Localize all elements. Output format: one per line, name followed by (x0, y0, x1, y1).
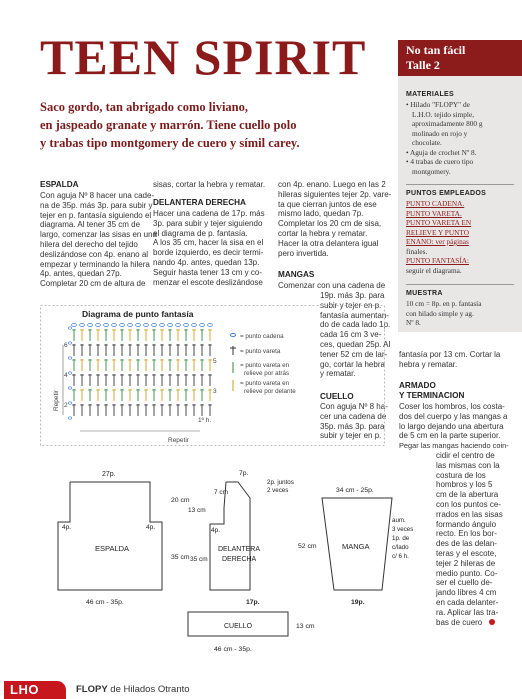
intro-line: en jaspeado granate y marrón. Tiene cuello polo (40, 118, 297, 132)
chain-stitch (80, 324, 85, 327)
text-line: Coser los hombros, los costa- (399, 402, 505, 411)
muestra-line: Nº 8. (406, 318, 421, 327)
delantera-label: DELANTERA (218, 546, 261, 553)
text-line: largo, comenzar las sisas en una (40, 230, 157, 240)
text-line: con 4p. enano. Luego en las 2 (278, 180, 386, 189)
text-line: empezar y terminando la hilera (40, 259, 150, 269)
manga-note: 3 veces (392, 526, 414, 533)
delantera-cont (278, 180, 393, 258)
turning-chain (68, 402, 72, 404)
chain-stitch (168, 324, 173, 327)
diagram-legend (230, 333, 236, 391)
cuello-h: 13 cm (296, 623, 315, 630)
materiales-heading: MATERIALES (406, 91, 454, 98)
text-line: do de cada lado 1p. (320, 320, 391, 330)
chain-stitch (176, 324, 181, 327)
text-line: pero invertida. (278, 248, 329, 258)
text-line: en cada delanter- (436, 597, 499, 607)
brand-logo: LHO (4, 681, 66, 699)
row-label: 1º h. (198, 417, 212, 424)
text-line: 35p. más 3p. para (320, 421, 385, 431)
text-line: mismo lado, quedan 7p. (278, 209, 364, 219)
pattern-schematics (40, 462, 440, 680)
text-line: ra. Aplicar las tra- (436, 607, 499, 617)
chain-stitch (136, 324, 141, 327)
intro-line: y trabas tipo montgomery de cuero y símil carey. (40, 136, 300, 150)
text-line: ces, quedan 25p. Al (320, 339, 391, 349)
text-line: cada 16 cm 3 ve- (320, 330, 382, 340)
repetir-side-label: Repetir (53, 390, 60, 411)
text-line: diagrama. Al tener 35 cm de (40, 220, 141, 230)
text-line: ta que cierran juntos de ese (278, 199, 377, 209)
armado-text (399, 402, 521, 451)
delantera-outline (210, 482, 250, 590)
puntos-list (406, 199, 518, 275)
text-line: subir y tejer en p. (320, 300, 382, 310)
delantera-note-2: 2 veces (267, 487, 289, 494)
turning-chain (68, 357, 72, 359)
punto-line: seguir el diagrama. (406, 265, 462, 275)
text-line: Comenzar con una cadena de (278, 281, 386, 290)
punto-line: PUNTO CADENA. (406, 199, 465, 208)
materiales-line: aproximadamente 800 g (412, 119, 483, 128)
punto-line: RELIEVE Y PUNTO (406, 227, 469, 237)
repetir-bottom-label: Repetir (168, 437, 189, 444)
legend-relieve-delante-2: relieve por delante (244, 388, 296, 395)
manga-top: 34 cm - 25p. (336, 487, 374, 494)
text-line: Seguir hasta tener 13 cm y co- (153, 267, 262, 277)
text-line: rrados en las sisas (436, 509, 503, 519)
text-line: Hacer una cadena de 17p. más (153, 209, 265, 218)
row-label: 5 (213, 358, 217, 365)
materiales-line: L.H.O. tejido simple, (412, 109, 475, 119)
row-label: 6 (64, 342, 68, 349)
legend-relieve-delante: = punto vareta en (240, 380, 290, 387)
espalda-text (40, 191, 155, 289)
text-line: sisas, cortar la hebra y rematar. (153, 180, 266, 189)
cuello-bottom: 46 cm - 35p. (214, 646, 252, 653)
muestra-line: con hilado simple y ag. (406, 308, 474, 318)
punto-line: PUNTO FANTASÍA: (406, 256, 469, 265)
text-line: y rematar. (320, 369, 356, 379)
materiales-line: • Hilado "FLOPY" de (406, 100, 470, 109)
punto-line: PUNTO VARETA EN (406, 218, 472, 227)
delantera-bottom: 17p. (246, 599, 260, 606)
legend-relieve-atras-2: relieve por atrás (244, 370, 290, 377)
text-line: A los 35 cm, hacer la sisa en el (153, 238, 264, 248)
cuello-label: CUELLO (224, 623, 253, 630)
text-line: 19p. más 3p. para (320, 291, 385, 300)
size-label: Talle 2 (406, 58, 440, 72)
armado-intro (399, 350, 519, 370)
text-line: go, cortar la hebra (320, 359, 385, 369)
difficulty-label: No tan fácil (406, 43, 466, 57)
muestra-line: 10 cm = 8p. en p. fantasía (406, 299, 482, 308)
page-title: TEEN SPIRIT (40, 29, 367, 85)
materiales-list (406, 100, 518, 176)
legend-relieve-atras: = punto vareta en (240, 362, 290, 369)
materiales-line: molinado en rojo y (412, 128, 468, 138)
text-line: recto. En los bor- (436, 529, 497, 539)
espalda-h1: 20 cm (171, 497, 190, 504)
text-line: con los puntos ce- (436, 499, 501, 509)
diagram-frame (41, 306, 385, 446)
turning-chain (68, 417, 72, 419)
text-line: menzar el escote deslizándose (153, 277, 263, 287)
delantera-heading: DELANTERA DERECHA (153, 198, 246, 207)
divider (406, 284, 514, 285)
text-line: medio punto. Co- (436, 568, 498, 578)
espalda-heading: ESPALDA (40, 180, 79, 189)
armado-heading: ARMADO (399, 381, 436, 390)
chain-stitch (128, 324, 133, 327)
chain-stitch (120, 324, 125, 327)
stitch-diagram (40, 305, 385, 450)
text-line: ser el cuello de- (436, 578, 493, 588)
punto-line: PUNTO VARETA. (406, 208, 462, 218)
text-line: subir y tejer en p. (320, 431, 382, 441)
manga-note: c/lado (392, 544, 409, 551)
espalda-sisa-left: 4p. (62, 524, 72, 531)
text-line: borde izquierdo, es decir termi- (153, 248, 264, 258)
text-line: 4p. antes, quedan 27p. (40, 269, 122, 279)
chain-stitch (152, 324, 157, 327)
end-bullet (489, 619, 495, 625)
text-line: hebra y rematar. (399, 359, 458, 369)
puntos-heading: PUNTOS EMPLEADOS (406, 190, 487, 197)
footer-credit (76, 684, 190, 695)
text-line: cortar la hebra y rematar. (278, 228, 368, 238)
materiales-line: • Aguja de crochet Nº 8. (406, 147, 477, 157)
footer-brand: FLOPY (76, 684, 108, 695)
muestra-text (406, 299, 518, 328)
delantera-top: 7p. (239, 470, 249, 477)
text-line: cm de la abertura (436, 490, 499, 500)
text-line: cidir el centro de (436, 451, 495, 460)
chain-symbol-icon (231, 333, 236, 336)
armado-heading-2: Y TERMINACION (399, 391, 465, 400)
turning-chain (68, 342, 72, 344)
chain-stitch (200, 324, 205, 327)
delantera-text (153, 209, 273, 287)
manga-bottom: 19p. (351, 599, 365, 606)
espalda-bottom: 46 cm - 35p. (86, 599, 124, 606)
text-line: hombros y los 5 (436, 480, 493, 490)
punto-line: finales. (406, 246, 428, 256)
text-line: fantasía por 13 cm. Cortar la (399, 350, 501, 359)
text-line: hileras siguientes tejer 2p. vare- (278, 189, 392, 199)
row-label: 3 (213, 388, 217, 395)
text-line: teras y el escote, (436, 548, 497, 558)
text-line: Pegar las mangas haciendo coin- (399, 441, 509, 451)
chain-stitch (144, 324, 149, 327)
text-line: nando 4p. antes, quedan 13p. (153, 257, 260, 267)
text-line: tejer en p. fantasía siguiendo el (40, 210, 152, 220)
intro-text (40, 98, 350, 152)
espalda-label: ESPALDA (95, 544, 130, 553)
text-line: deslizándose con 4p. enano al (40, 249, 149, 259)
text-line: tejer 2 hileras de (436, 558, 496, 568)
footer-source: de Hilados Otranto (107, 684, 190, 695)
text-line: na de 35p. más 3p. para subir y (40, 200, 153, 210)
text-line: lo largo dejando una abertura (399, 421, 504, 431)
sidebar-box (398, 40, 522, 332)
sidebar-header (398, 40, 522, 76)
text-line: las mismas con la (436, 460, 500, 470)
row-label: 4 (64, 372, 68, 379)
manga-note: 1p. de (392, 535, 410, 542)
delantera-h-low: 35 cm (190, 556, 208, 563)
espalda-outline (58, 482, 162, 590)
materiales-line: chocolate. (412, 138, 442, 147)
chain-stitch (96, 324, 101, 327)
text-line: fantasía aumentan- (320, 310, 389, 320)
text-line: formando ángulo (436, 519, 497, 529)
turning-chain (68, 387, 72, 389)
text-line: des de las delan- (436, 539, 497, 549)
delantera-sisa: 4p. (211, 527, 221, 534)
manga-side: 52 cm (298, 543, 317, 550)
manga-note: aum. (392, 517, 406, 524)
turning-chain (68, 372, 72, 374)
text-line: dos del cuerpo y las mangas a (399, 411, 508, 421)
turning-chain (68, 327, 72, 329)
punto-line: ENANO: ver páginas (406, 237, 469, 246)
diagram-title: Diagrama de punto fantasía (82, 309, 194, 319)
armado-text-narrow (436, 451, 520, 627)
chain-stitch (192, 324, 197, 327)
chain-stitch (160, 324, 165, 327)
text-line: tener 52 cm de lar- (320, 349, 388, 359)
text-line: Completar los 20 cm de sisa, (278, 219, 382, 229)
materiales-line: • 4 trabas de cuero tipo (406, 157, 474, 166)
text-line: cer una cadena de (320, 411, 387, 421)
chain-stitch (184, 324, 189, 327)
text-line: jando libres 4 cm (436, 588, 497, 598)
delantera-h-top: 7 cm (214, 489, 229, 496)
text-line: Con aguja Nº 8 hacer una cade- (40, 191, 155, 200)
cuello-heading: CUELLO (320, 392, 354, 401)
chain-stitch (72, 324, 77, 327)
manga-note: c/ 6 h. (392, 553, 409, 560)
text-line: costura de los (436, 470, 486, 480)
text-line: Completar 20 cm de altura de (40, 279, 146, 289)
legend-cadena: = punto cadena (240, 333, 284, 340)
text-line: 3p. para subir y tejer siguiendo (153, 218, 263, 228)
manga-label: MANGA (342, 542, 370, 551)
mangas-heading: MANGAS (278, 270, 315, 279)
text-line: Con aguja Nº 8 ha- (320, 402, 388, 411)
chain-stitch (88, 324, 93, 327)
delantera-note: 2p. juntos (267, 479, 294, 486)
materiales-line: montgomery. (412, 166, 451, 176)
text-line: de 5 cm en la parte superior. (399, 431, 501, 441)
text-line: Hacer la otra delantera igual (278, 238, 379, 248)
row-label: 2 (64, 402, 68, 409)
chain-stitch (208, 324, 213, 327)
muestra-heading: MUESTRA (406, 290, 443, 297)
stitch-grid (68, 324, 212, 420)
chain-stitch (112, 324, 117, 327)
text-line: bas de cuero (436, 617, 483, 627)
espalda-h2: 35 cm (171, 554, 190, 561)
espalda-top: 27p. (102, 471, 116, 478)
intro-line: Saco gordo, tan abrigado como liviano, (40, 100, 248, 114)
delantera-label-2: DERECHA (222, 556, 257, 563)
delantera-h-mid: 13 cm (188, 507, 206, 514)
legend-vareta: = punto vareta (240, 348, 281, 355)
text-line: el diagrama de p. fantasía. (153, 228, 248, 238)
divider (406, 184, 514, 185)
text-line: hilera del derecho del tejido (40, 239, 138, 249)
espalda-sisa-right: 4p. (146, 524, 156, 531)
chain-stitch (104, 324, 109, 327)
